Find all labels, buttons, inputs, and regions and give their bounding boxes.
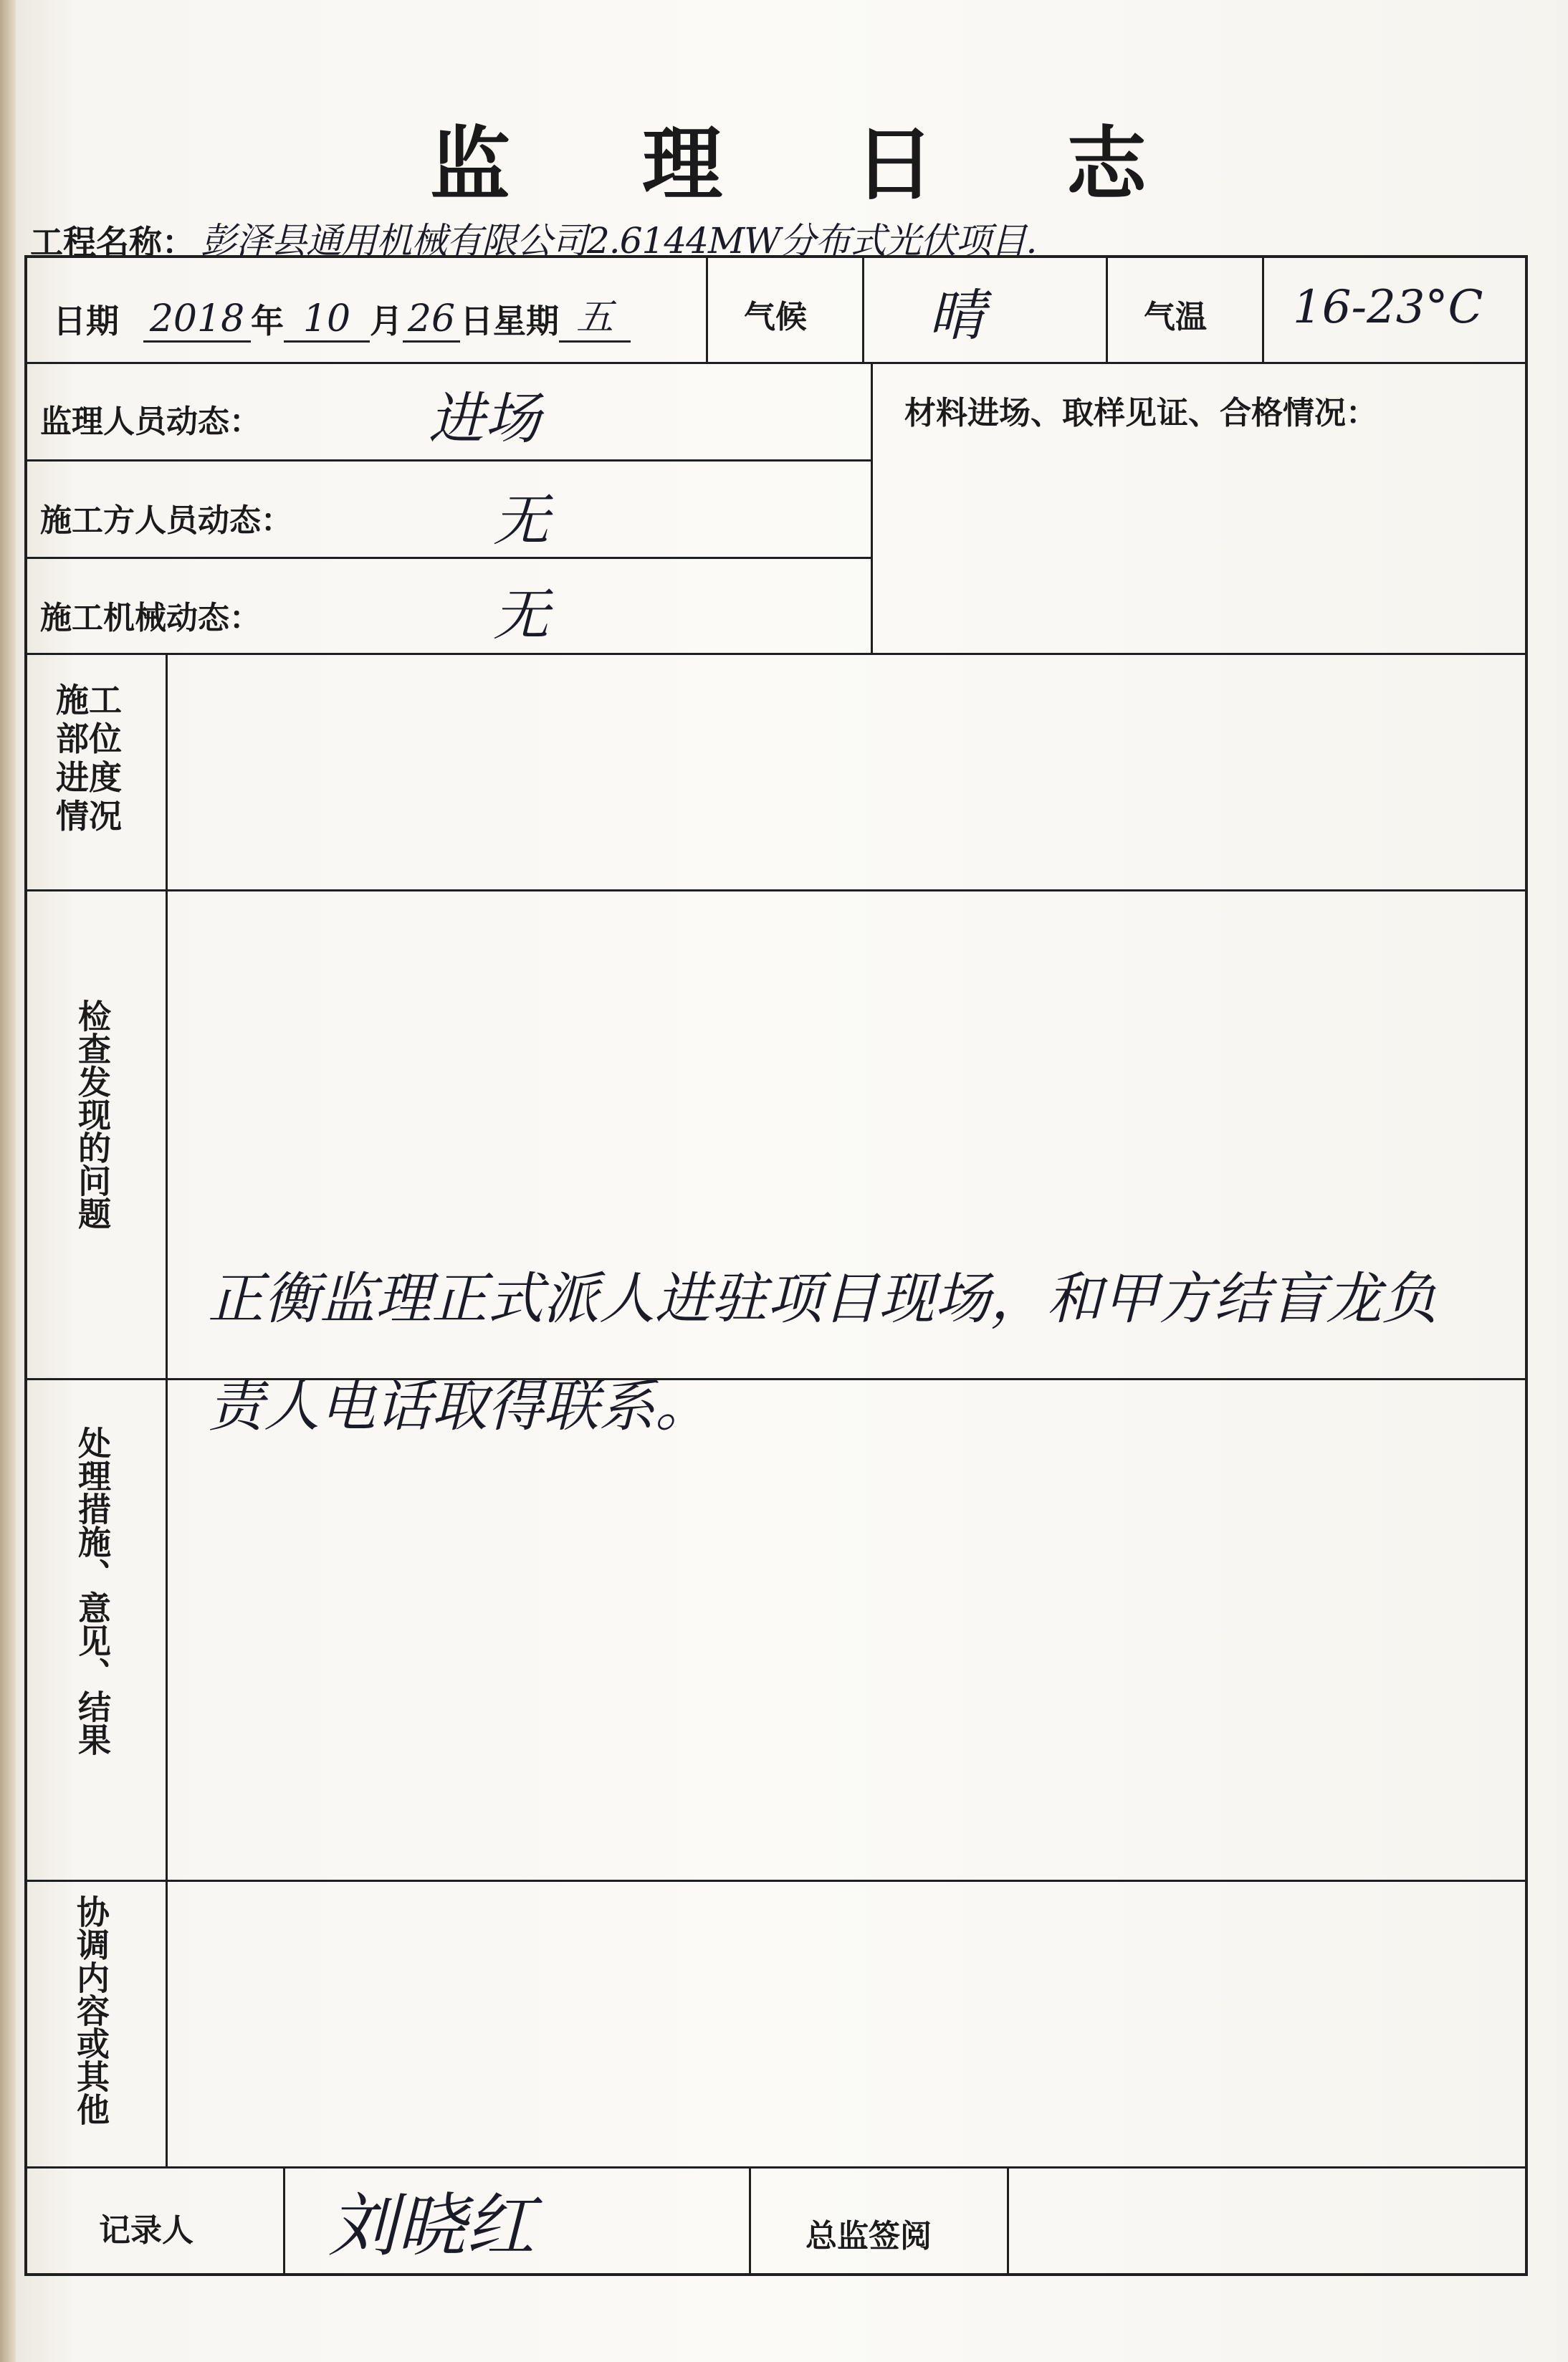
measures-label-cell (27, 1380, 168, 1882)
measures-label: 处理措施、意见、结果 (73, 1426, 112, 1756)
issues-label-cell (27, 891, 168, 1380)
month-unit: 月 (370, 302, 403, 340)
contractor-status-value[interactable]: 无 (493, 489, 550, 553)
supervisor-status-cell (27, 364, 873, 462)
supervisor-status-label: 监理人员动态： (40, 403, 261, 440)
progress-label: 施工部位进度情况 (56, 681, 122, 836)
machinery-status-cell (27, 559, 873, 655)
chief-label: 总监签阅 (805, 2218, 932, 2255)
coordination-text: 正衡监理正式派人进驻项目现场，和甲方结盲龙负责人电话取得联系。 (208, 1267, 1438, 1439)
title-char: 志 (1066, 117, 1147, 211)
chief-label-cell (751, 2169, 1009, 2273)
issues-label: 检查发现的问题 (73, 999, 112, 1230)
contractor-status-cell (27, 462, 873, 559)
project-name-label: 工程名称： (30, 223, 195, 262)
climate-value[interactable]: 晴 (929, 284, 985, 348)
coordination-label: 协调内容或其他 (72, 1895, 110, 2126)
temp-label-cell (1108, 258, 1264, 364)
project-name-value[interactable]: 彭泽县通用机械有限公司2.6144MW分布式光伏项目. (201, 220, 1037, 262)
recorder-label: 记录人 (99, 2212, 193, 2249)
materials-label: 材料进场、取样见证、合格情况： (904, 395, 1377, 431)
date-day[interactable]: 26 (403, 297, 460, 343)
day-unit: 日星期 (460, 302, 559, 340)
climate-label-cell (708, 258, 864, 364)
machinery-status-value[interactable]: 无 (493, 583, 550, 648)
materials-cell[interactable] (873, 364, 1525, 655)
recorder-signature[interactable]: 刘晓红 (328, 2186, 535, 2266)
binding-edge (0, 0, 16, 2362)
date-year[interactable]: 2018 (143, 297, 251, 343)
coordination-label-cell (27, 1882, 168, 2169)
temp-value-cell[interactable] (1264, 258, 1525, 364)
date-label: 日期 (53, 302, 119, 340)
date-row (53, 287, 631, 343)
title-char: 理 (642, 117, 722, 211)
date-weekday[interactable]: 五 (559, 287, 631, 343)
progress-content[interactable] (168, 655, 1525, 891)
recorder-label-cell (27, 2169, 285, 2273)
supervisor-status-value[interactable]: 进场 (429, 387, 541, 451)
contractor-status-label: 施工方人员动态： (40, 502, 292, 539)
date-month[interactable]: 10 (284, 297, 370, 343)
chief-signature-cell[interactable] (1009, 2169, 1525, 2273)
temp-value[interactable]: 16-23°C (1293, 281, 1483, 334)
title-char: 日 (854, 117, 934, 211)
climate-label: 气候 (744, 299, 807, 335)
recorder-signature-cell[interactable] (285, 2169, 751, 2273)
date-cell (27, 258, 708, 364)
climate-value-cell[interactable] (864, 258, 1108, 364)
coordination-content[interactable] (168, 1882, 1525, 2169)
page-title (430, 107, 1147, 211)
title-char: 监 (430, 117, 510, 211)
year-unit: 年 (251, 302, 284, 340)
progress-label-cell (27, 655, 168, 891)
machinery-status-label: 施工机械动态： (40, 600, 261, 636)
temp-label: 气温 (1144, 299, 1207, 335)
